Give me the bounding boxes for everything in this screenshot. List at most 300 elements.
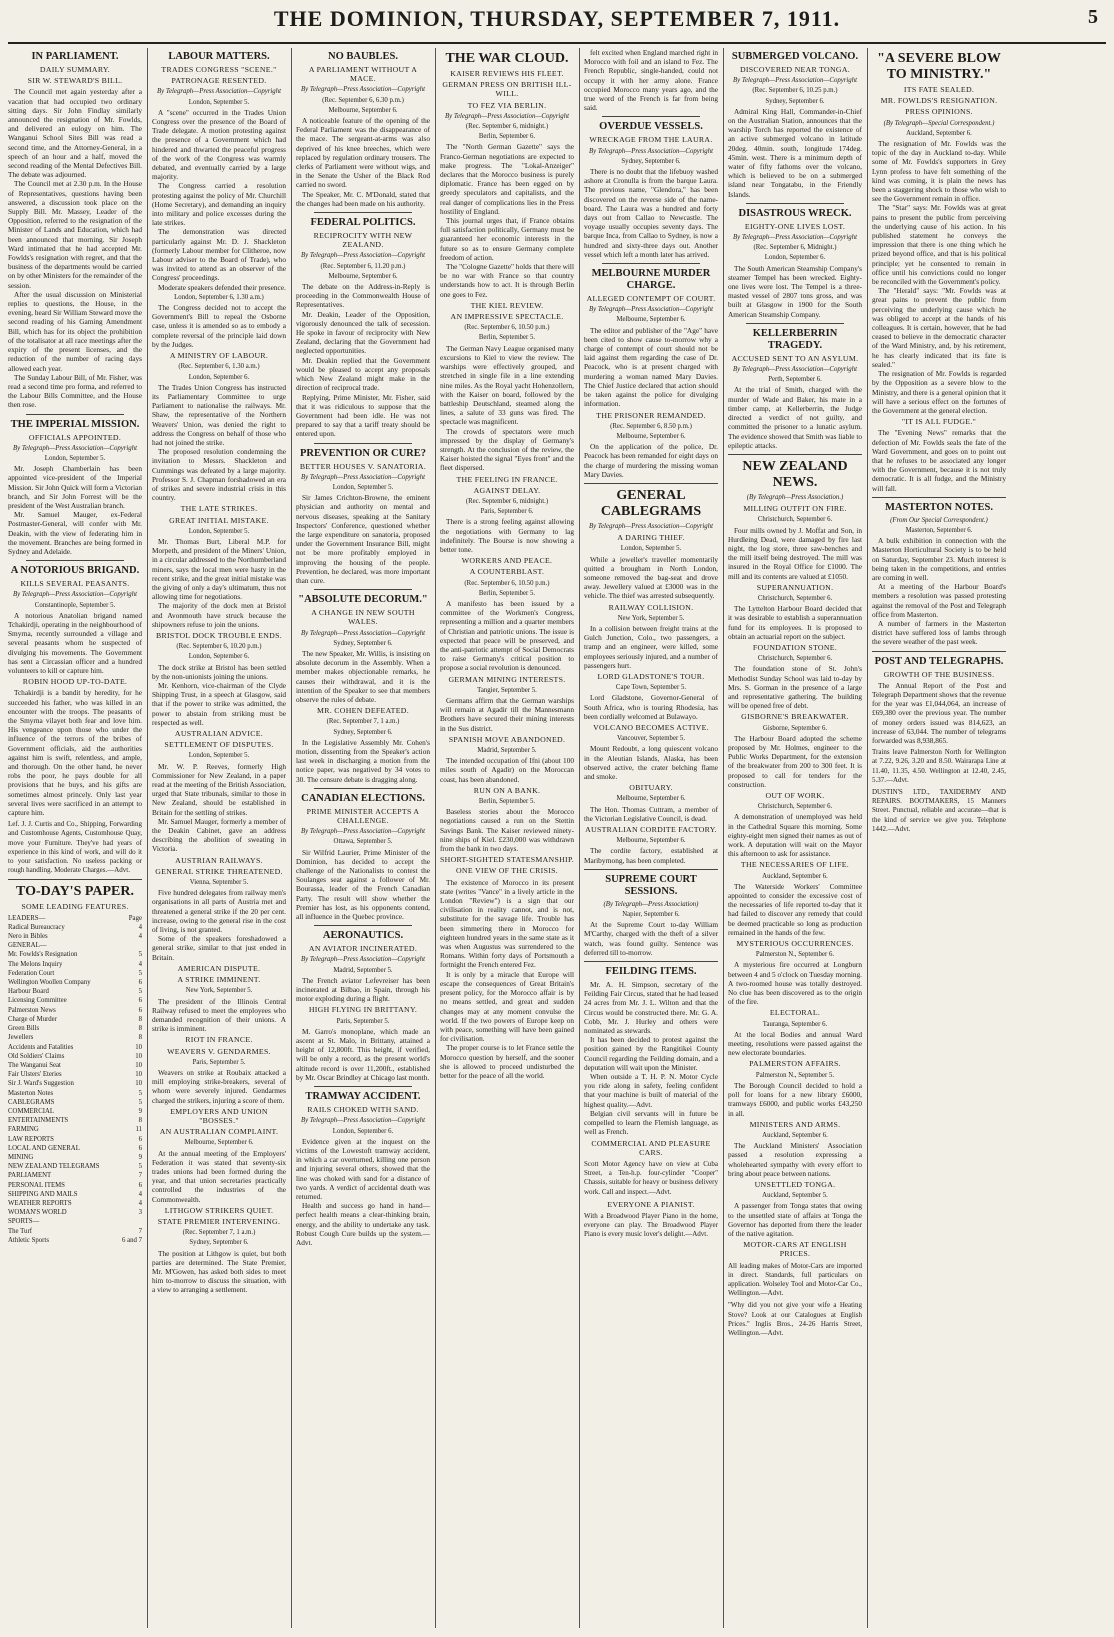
article-subheading: A PARLIAMENT WITHOUT A MACE. bbox=[308, 65, 418, 84]
contents-item bbox=[8, 1190, 142, 1199]
wire-credit: By Telegraph—Press Association—Copyright bbox=[301, 1117, 425, 1125]
contents-label: SHIPPING AND MAILS bbox=[8, 1190, 78, 1198]
article-subheading: "IT IS ALL FUDGE." bbox=[901, 417, 977, 427]
wire-credit: By Telegraph—Press Association—Copyright bbox=[733, 77, 857, 85]
article-subheading: A COUNTERBLAST. bbox=[469, 567, 545, 577]
article-paragraph: A passenger from Tonga states that owing to the unsettled state of affairs at Tonga the Governor has deported from there the leader of the native agitation. bbox=[728, 1201, 862, 1238]
dateline: (Rec. September 6, midnight.) bbox=[465, 123, 549, 131]
article-paragraph: Belgian civil servants will in future be compelled to learn the Flemish language, as well as French. bbox=[584, 1108, 718, 1137]
article-subheading: STATE PREMIER INTERVENING. bbox=[157, 1216, 281, 1226]
contents-item bbox=[8, 1024, 142, 1033]
contents-page: 6 bbox=[138, 1181, 142, 1189]
article-subheading: EIGHTY-ONE LIVES LOST. bbox=[744, 221, 846, 231]
column-2 bbox=[152, 48, 286, 1628]
article-paragraph: The existence of Morocco in its present state (writes "Vance" in a lively article in the London "Review") is a sign that our civilisation in reality cannot, and is not, substitute for the savage life. Trouble has been simmering there in Morocco for eighteen hundred years in the same state as it was when Augustus was surrendered to the Romans. Within forty days of Portsmouth a fortnight the French entered Fez. bbox=[440, 877, 574, 970]
article-paragraph: There is no doubt that the lifebuoy washed ashore at Cronulla is from the barque Laura. The previous name, "Glendora," has been discovered on the reverse side of the name-board. The Laura was a hundred and forty days out from Callao to Newcastle. The voyage usually occupies seventy days. The barque Inca, from Callao to Sydney, is now a hundred and sixty-three days out. Another vessel which left a month later has arrived. bbox=[584, 167, 718, 259]
article-subheading: BRISTOL DOCK TROUBLE ENDS. bbox=[156, 630, 282, 640]
contents-item bbox=[8, 1135, 142, 1144]
wire-credit: By Telegraph—Press Association—Copyright bbox=[301, 473, 425, 481]
contents-item bbox=[8, 987, 142, 996]
dateline: (Rec. September 6, 11.20 p.m.) bbox=[320, 262, 406, 270]
column-7 bbox=[872, 48, 1006, 1628]
article-headline: PREVENTION OR CURE? bbox=[299, 447, 426, 459]
dateline: Melbourne, September 6. bbox=[616, 837, 686, 845]
article-headline: SUBMERGED VOLCANO. bbox=[731, 51, 859, 62]
article-subheading: SIR W. STEWARD'S BILL. bbox=[27, 76, 123, 86]
article-subheading: AUSTRALIAN ADVICE. bbox=[174, 729, 264, 739]
contents-page: 9 bbox=[138, 1107, 142, 1115]
dateline: Gisborne, September 6. bbox=[762, 724, 828, 732]
column-6 bbox=[728, 48, 862, 1628]
contents-label: Wellington Woollen Company bbox=[8, 979, 91, 987]
article-headline: MASTERTON NOTES. bbox=[885, 501, 993, 513]
article-paragraph: Mr. Samuel Mauger, formerly a member of the Deakin Cabinet, gave an address describing the abolition of sweating in Victoria. bbox=[152, 816, 286, 854]
article-paragraph: In the Legislative Assembly Mr. Cohen's motion, dissenting from the Speaker's action last week in discharging a motion from the notice paper, was negatived by 34 votes to 30. The censure debate is dragging along. bbox=[296, 737, 430, 784]
article-headline: "ABSOLUTE DECORUM." bbox=[298, 594, 428, 606]
article-paragraph: The dock strike at Bristol has been settled by the non-unionists joining the unions. bbox=[152, 662, 286, 681]
article-paragraph: The proper course is to let France settle the Morocco question by herself, and the sooner she is allowed to proceed undisturbed the better for the peace of all the world. bbox=[440, 1043, 574, 1080]
article-paragraph: The "Star" says: Mr. Fowlds was at great pains to present the public from perceiving the underlying cause of his action. In his published statement he conveys the impression that there is one thing which he prized beyond office, and that is his political principle; yet he consented to remain in office until his convictions could no longer be reconciled with the Government's policy. bbox=[872, 203, 1006, 287]
dateline: (Rec. September 6, Midnight.) bbox=[753, 244, 837, 252]
contents-item bbox=[8, 923, 142, 932]
dateline: Berlin, September 5. bbox=[478, 589, 536, 597]
article-headline: "A SEVERE BLOW TO MINISTRY." bbox=[877, 51, 1001, 82]
advertisement: Trains leave Palmerston North for Wellington at 7.22, 9.26, 3.20 and 8.50. Wairarapa Line at 11.40, 11.35, 4.50. Wellington at 12.40, 2.45, 5.37.—Advt. bbox=[872, 748, 1006, 784]
contents-page: 5 bbox=[138, 1089, 142, 1097]
wire-credit: By Telegraph—Press Association—Copyright bbox=[301, 828, 425, 836]
wire-credit: By Telegraph—Press Association—Copyright bbox=[733, 366, 857, 374]
article-paragraph: It has been decided to protest against the position gained by the Rangitikei County Council regarding the Feilding domain, and a deputation will wait upon the Minister. bbox=[584, 1035, 718, 1072]
contents-page: Page bbox=[128, 914, 142, 922]
contents-label: Jewellers bbox=[8, 1034, 34, 1042]
section-divider bbox=[872, 651, 1006, 652]
article-paragraph: There is a strong feeling against allowing the negotiations with Germany to lag indefinitely. The Bourse is now showing a better tone. bbox=[440, 517, 574, 554]
contents-label: PERSONAL ITEMS bbox=[8, 1181, 65, 1189]
article-paragraph: It is only by a miracle that Europe will escape the consequences of Great Britain's present policy, for the Morocco affair is by no means settled, and great and sudden changes may at any moment convulse the world. If the two powers of Europe keep on with peace, something will have been gained for civilisation. bbox=[440, 969, 574, 1044]
contents-page: 10 bbox=[135, 1052, 142, 1060]
dateline: Perth, September 6. bbox=[768, 376, 822, 384]
article-subheading: MOTOR-CARS AT ENGLISH PRICES. bbox=[743, 1240, 847, 1259]
contents-label: LAW REPORTS bbox=[8, 1135, 54, 1143]
contents-label: Athletic Sports bbox=[8, 1236, 49, 1244]
contents-label: Federation Court bbox=[8, 969, 55, 977]
article-paragraph: Weavers on strike at Roubaix attacked a mill employing strike-breakers, several of whom were severely injured. Gendarmes charged the strikers, injuring a score of them. bbox=[152, 1067, 286, 1105]
contents-label: Nero in Bibles bbox=[8, 933, 48, 941]
article-paragraph: A noticeable feature of the opening of the Federal Parliament was the disappearance of the mace. The sergeant-at-arms was also deprived of his knee breeches, which were replaced by regulation ordinary trousers. The clerks of Parliament were without wigs, and in the Senate the Usher of the Black Rod carried no sword. bbox=[296, 116, 430, 190]
dateline: (Rec. September 6, 6.30 p.m.) bbox=[322, 96, 404, 104]
dateline: Madrid, September 5. bbox=[333, 966, 393, 974]
article-paragraph: The French aviator Lefevreiser has been incinerated at Bilbao, in Spain, through his motor exploding during a flight. bbox=[296, 975, 430, 1004]
article-headline: NEW ZEALAND NEWS. bbox=[742, 458, 848, 490]
article-paragraph: The majority of the dock men at Bristol and Avonmouth have struck because the shipowners refuse to join the unions. bbox=[152, 601, 286, 629]
article-subheading: DAILY SUMMARY. bbox=[39, 65, 111, 74]
contents-item bbox=[8, 1227, 142, 1236]
article-paragraph: M. Garro's monoplane, which made an ascent at St. Malo, in Brittany, attained a height of 12,800ft. This height, if verified, will be only a record, as the present world's altitude record is over 11,200ft., established by Mr. Oscar Brindley at Chicago last month. bbox=[296, 1026, 430, 1082]
contents-item bbox=[8, 1153, 142, 1162]
article-headline: KELLERBERRIN TRAGEDY. bbox=[752, 327, 838, 351]
dateline: Auckland, September 5. bbox=[762, 1192, 828, 1200]
contents-item bbox=[8, 950, 142, 959]
column-rule bbox=[291, 48, 292, 1628]
contents-label: WEATHER REPORTS bbox=[8, 1199, 72, 1207]
dateline: Berlin, September 5. bbox=[478, 798, 536, 806]
contents-label: The Melons Inquiry bbox=[8, 960, 63, 968]
article-paragraph: A notorious Anatolian brigand named Tchakirdji, operating in the neighbourhood of Smyrna, recently surrounded a village and several peasants whom he suspected of divulging his movements. The Government has sent a Circassian officer and a hundred volunteers to kill or capture him. bbox=[8, 610, 142, 675]
dateline: London, September 5. bbox=[188, 527, 250, 535]
contents-page: 7 bbox=[138, 1227, 142, 1235]
contents-item bbox=[8, 1098, 142, 1107]
contents-item bbox=[8, 996, 142, 1005]
article-subheading: PRESS OPINIONS. bbox=[905, 107, 973, 117]
article-paragraph: The Council met at 2.30 p.m. In the House of Representatives, questions having been answered, a discussion took place on the Supply Bill. Mr. Massey, Leader of the Opposition, referred to the resignation of the Minister of Lands and Education, which had been announced that morning. Sir Joseph Ward intimated that he had accepted Mr. Fowlds's resignation with regret, and that the business of the departments would be carried on by other Ministers for the remainder of the session. bbox=[8, 179, 142, 290]
article-headline: IN PARLIAMENT. bbox=[31, 51, 119, 62]
dateline: (Rec. September 7, 1 a.m.) bbox=[182, 1229, 256, 1237]
article-paragraph: The debate on the Address-in-Reply is proceeding in the Commonwealth House of Representatives. bbox=[296, 282, 430, 310]
article-subheading: ONE VIEW OF THE CRISIS. bbox=[456, 866, 558, 876]
contents-item bbox=[8, 1061, 142, 1070]
article-subheading: AN IMPRESSIVE SPECTACLE. bbox=[450, 312, 564, 322]
contents-item bbox=[8, 1144, 142, 1153]
article-headline: OVERDUE VESSELS. bbox=[599, 121, 703, 133]
dateline: New York, September 5. bbox=[617, 614, 685, 622]
article-paragraph: Tchakirdji is a bandit by heredity, for he succeeded his father, who was killed in an encounter with the troops. The peasants of the Smyrna vilayet both fear and love him. His vengeance upon those who under the influence of the terrors of the bribes of Government officials, aid the authorities against him is swift, relentless, and ample, and thorough. On the other hand, he never robs the poor, he pays double for all provisions that he buys, and his gifts are sometimes almost princely. Only last year several lives were sacrificed in an attempt to capture him. bbox=[8, 688, 142, 818]
contents-page: 10 bbox=[135, 1061, 142, 1069]
column-rule bbox=[147, 48, 148, 1628]
article-subheading: EVERYONE A PIANIST. bbox=[607, 1199, 695, 1209]
contents-page: 8 bbox=[138, 1015, 142, 1023]
wire-credit: By Telegraph—Press Association—Copyright bbox=[301, 629, 425, 637]
dateline: London, September 6. bbox=[188, 373, 250, 381]
column-rule bbox=[723, 48, 724, 1628]
article-subheading: THE FEELING IN FRANCE. bbox=[456, 474, 558, 484]
section-divider bbox=[584, 961, 718, 962]
article-paragraph: A demonstration of unemployed was held in the Cathedral Square this morning. Some eighty-eight men signed their names as out of work. A deputation will wait on the Mayor this afternoon to ask for assistance. bbox=[728, 812, 862, 859]
newspaper-page bbox=[8, 48, 1106, 1628]
contents-label: GENERAL— bbox=[8, 942, 47, 950]
article-paragraph: After the usual discussion on Ministerial replies to questions, the House, in the evening, heard Sir William Steward move the second reading of his Gaming Amendment Bill, which has for its object the prohibition of the totalisator at all race meetings after the expiry of the present licenses, and the reduction of the number of racing days allowed each year. bbox=[8, 289, 142, 373]
article-subheading: GENERAL STRIKE THREATENED. bbox=[155, 866, 283, 876]
article-headline: POST AND TELEGRAPHS. bbox=[874, 655, 1004, 667]
dateline: Melbourne, September 6. bbox=[616, 795, 686, 803]
contents-item bbox=[8, 1181, 142, 1190]
article-subheading: OBITUARY. bbox=[629, 783, 673, 793]
article-subheading: MR. FOWLDS'S RESIGNATION. bbox=[880, 96, 998, 106]
article-subheading: GISBORNE'S BREAKWATER. bbox=[741, 712, 849, 722]
contents-item bbox=[8, 1006, 142, 1015]
article-headline: DISASTROUS WRECK. bbox=[738, 207, 852, 219]
article-paragraph: The German Navy League organised many excursions to Kiel to view the review. The warships were effectively grouped, and stretched in single file in a line extending nine miles. As the Royal yacht Hohenzollern, with the Kaiser on board, followed by the battleship Deutschland, steamed along the lines, a salute of 33 guns was fired. The spectacle was magnificent. bbox=[440, 343, 574, 427]
article-paragraph: At the trial of Smith, charged with the murder of Wade and Baker, his mate in a timber camp, at Kellerberrin, the Judge directed a verdict of not guilty, and committed the prisoner to a lunatic asylum. The evidence showed that Smith was liable to epileptic attacks. bbox=[728, 385, 862, 450]
article-paragraph: The "North German Gazette" says the Franco-German negotiations are expected to make progress. The "Lokal-Anzeiger" declares that the Morocco business is purely diplomatic. France has been egged on by greedy speculators and capitalists, and the real danger of complications lies in the Press hostility of England. bbox=[440, 142, 574, 216]
article-headline: FEDERAL POLITICS. bbox=[310, 217, 416, 229]
contents-label: COMMERCIAL bbox=[8, 1107, 55, 1115]
article-paragraph: The foundation stone of St. John's Methodist Sunday School was laid to-day by Mrs. S. Gorman in the presence of a large and representative gathering. The building will be opened free of debt. bbox=[728, 664, 862, 711]
dateline: Melbourne, September 6. bbox=[616, 432, 686, 440]
contents-page: 8 bbox=[138, 1117, 142, 1125]
article-paragraph: Mr. Joseph Chamberlain has been appointed vice-president of the Imperial Mission. Sir John Quick will form a Victorian branch, and Sir John Forrest will be the president of the West Australian branch. bbox=[8, 464, 142, 510]
article-headline: SUPREME COURT SESSIONS. bbox=[605, 873, 697, 897]
dateline: Auckland, September 6. bbox=[906, 129, 972, 137]
column-rule bbox=[579, 48, 580, 1628]
article-paragraph: Admiral King Hall, Commander-in-Chief on the Australian Station, announces that the warship Torch has reported the existence of an active submerged volcano in latitude 20deg. 40min. south, longitude 174deg. 45min. west. There is a minimum depth of water of fifty fathoms over the volcano, which is believed to be on a submerged island near Tongatabu, in the Friendly Islands. bbox=[728, 106, 862, 199]
contents-item bbox=[8, 914, 142, 923]
dateline: Masterton, September 6. bbox=[905, 526, 973, 534]
wire-credit: By Telegraph—Press Association—Copyright bbox=[445, 112, 569, 120]
contents-page: 9 bbox=[138, 1153, 142, 1161]
article-subheading: RAILS CHOKED WITH SAND. bbox=[307, 1105, 419, 1115]
article-paragraph: The Lyttelton Harbour Board decided that it was desirable to establish a superannuation fund for its employees. It is proposed to obtain an actuarial report on the subject. bbox=[728, 604, 862, 641]
article-paragraph: When outside a T. H. P. N. Motor Cycle you ride along in safety, feeling confident that your machine is built of material of the highest quality.—Advt. bbox=[584, 1072, 718, 1109]
article-subheading: MINISTERS AND ARMS. bbox=[749, 1119, 841, 1129]
contents-label: Fair Ulsters' Eteries bbox=[8, 1071, 62, 1079]
article-paragraph: A number of farmers in the Masterton district have suffered loss of lambs through the severe weather of the past week. bbox=[872, 618, 1006, 647]
contents-label: Masterton Notes bbox=[8, 1089, 54, 1097]
article-subheading: RAILWAY COLLISION. bbox=[608, 602, 694, 612]
article-subheading: OFFICIALS APPOINTED. bbox=[28, 432, 122, 442]
contents-item bbox=[8, 1015, 142, 1024]
dateline: Christchurch, September 6. bbox=[757, 516, 833, 524]
article-subheading: COMMERCIAL AND PLEASURE CARS. bbox=[591, 1138, 711, 1157]
article-paragraph: Mr. W. P. Reeves, formerly High Commissioner for New Zealand, in a paper read at the meeting of the British Association, urged that State tribunals, similar to those in New Zealand, should be established in Britain for the settling of strikes. bbox=[152, 761, 286, 817]
contents-item bbox=[8, 1171, 142, 1180]
wire-credit: By Telegraph—Press Association—Copyright bbox=[301, 86, 425, 94]
dateline: London, September 6, 1.30 a.m.) bbox=[174, 293, 264, 301]
dateline: London, September 5. bbox=[620, 545, 682, 553]
contents-label: Old Soldiers' Claims bbox=[8, 1052, 65, 1060]
article-subheading: AMERICAN DISPUTE. bbox=[177, 963, 261, 973]
dateline: Madrid, September 5. bbox=[477, 747, 537, 755]
contents-page: 10 bbox=[135, 1043, 142, 1051]
article-paragraph: Lord Gladstone, Governor-General of South Africa, who is touring Rhodesia, has been cordially welcomed at Bulawayo. bbox=[584, 693, 718, 721]
article-subheading: PATRONAGE RESENTED. bbox=[171, 76, 267, 86]
article-subheading: ROBIN HOOD UP-TO-DATE. bbox=[22, 677, 128, 687]
contents-page: 4 bbox=[138, 933, 142, 941]
article-subheading: KAISER REVIEWS HIS FLEET. bbox=[450, 69, 564, 78]
article-paragraph: The intended occupation of Ifni (about 100 miles south of Agadir) on the Moroccan coast, has been abandoned. bbox=[440, 756, 574, 784]
advertisement: Lef. J. J. Curtis and Co., Shipping, Forwarding and Customhouse Agents, Customhouse Quay, move your Furniture. They've had years of experience in this kind of work, and will do it to your satisfaction. No useless packing or rough handling. Moderate Charges.—Advt. bbox=[8, 820, 142, 875]
dateline: London, September 6. bbox=[188, 653, 250, 661]
article-paragraph: The Speaker, Mr. C. M'Donald, stated that the changes had been made on his authority. bbox=[296, 189, 430, 208]
wire-credit: (By Telegraph—Press Association.) bbox=[746, 493, 844, 501]
article-headline: TRAMWAY ACCIDENT. bbox=[305, 1091, 421, 1103]
article-subheading: EMPLOYERS AND UNION "BOSSES." bbox=[170, 1106, 268, 1125]
dateline: Berlin, September 6. bbox=[478, 133, 536, 141]
article-paragraph: Replying, Prime Minister, Mr. Fisher, said that it was ridiculous to suppose that the Government had been idle. He was not prepared to say that a tariff treaty should be entered upon. bbox=[296, 392, 430, 439]
article-paragraph: Germans affirm that the German warships will remain at Agadir till the Mannesmann Brothers have secured their mining interests in the Sus district. bbox=[440, 696, 574, 733]
advertisement: With a Broadwood Player Piano in the home, everyone can play. The Broadwood Player Piano is every music lover's delight.—Advt. bbox=[584, 1211, 718, 1239]
article-paragraph: The Hon. Thomas Cuttram, a member of the Victorian Legislative Council, is dead. bbox=[584, 804, 718, 823]
article-subheading: GREAT INITIAL MISTAKE. bbox=[169, 515, 269, 525]
contents-label: Palmerston News bbox=[8, 1006, 56, 1014]
article-subheading: GROWTH OF THE BUSINESS. bbox=[883, 669, 995, 679]
section-divider bbox=[314, 788, 412, 789]
advertisement: DUSTIN'S LTD., TAXIDERMY AND REPAIRS. BOOTMAKERS, 15 Manners Street. Punctual, reliable and accurate—that is the kind of service we give you. Telephone 1442.—Advt. bbox=[872, 788, 1006, 833]
contents-page: 6 bbox=[138, 1006, 142, 1014]
article-paragraph: At the Supreme Court to-day William M'Carthy, charged with the theft of a silver watch, was found guilty. Sentence was deferred till to-morrow. bbox=[584, 920, 718, 957]
article-subheading: WORKERS AND PEACE. bbox=[461, 556, 553, 566]
wire-credit: By Telegraph—Press Association—Copyright bbox=[733, 234, 857, 242]
section-divider bbox=[746, 323, 844, 324]
article-subheading: KILLS SEVERAL PEASANTS. bbox=[20, 579, 130, 589]
wire-credit: (By Telegraph—Special Correspondent.) bbox=[883, 119, 995, 127]
contents-label: Licensing Committee bbox=[8, 997, 67, 1005]
dateline: Sydney, September 6. bbox=[333, 728, 393, 736]
article-paragraph: A bulk exhibition in connection with the Masterton Horticultural Society is to be held on Saturday, September 23. Much interest is being taken in the competitions, and entries are coming in well. bbox=[872, 536, 1006, 582]
contents-page: 6 bbox=[138, 997, 142, 1005]
contents-label: FARMING bbox=[8, 1126, 39, 1134]
wire-credit: (By Telegraph—Press Association) bbox=[603, 900, 699, 908]
dateline: Sydney, September 6. bbox=[621, 157, 681, 165]
column-rule bbox=[435, 48, 436, 1628]
contents-page: 5 bbox=[138, 969, 142, 977]
article-subheading: MR. COHEN DEFEATED. bbox=[317, 706, 409, 716]
contents-item bbox=[8, 1116, 142, 1125]
article-paragraph: The Borough Council decided to hold a poll for loans for a new library £6000, tramways £6000, and public works £43,250 in all. bbox=[728, 1080, 862, 1118]
dateline: (Rec. September 6, 8.50 p.m.) bbox=[610, 422, 692, 430]
section-divider bbox=[314, 925, 412, 926]
contents-item bbox=[8, 1162, 142, 1171]
dateline: Christchurch, September 6. bbox=[757, 655, 833, 663]
article-paragraph: Four mills owned by J. Moffat and Son, in Hurdleing Dead, were damaged by fire last night, the log store, three saw-benches and the mill itself being destroyed. The mill was insured in the Royal Office for £1000. The mill and its contents are valued at £1050. bbox=[728, 525, 862, 581]
article-paragraph: The position at Lithgow is quiet, but both parties are determined. The State Premier, Mr. M'Gowen, has asked both sides to meet him to-morrow to discuss the situation, with a view to arranging a settlement. bbox=[152, 1248, 286, 1295]
article-paragraph: The resignation of Mr. Fowlds is regarded by the Opposition as a severe blow to the Ministry, and there is a general opinion that it will have a serious effect on the fortunes of the Government at the general election. bbox=[872, 369, 1006, 415]
section-divider bbox=[26, 560, 124, 561]
contents-label: CABLEGRAMS bbox=[8, 1098, 55, 1106]
article-paragraph: The "Cologne Gazette" holds that there will be no war with France so that country understands how to act. It is through Berlin one goes to Fez. bbox=[440, 262, 574, 299]
dateline: Cape Town, September 5. bbox=[615, 684, 687, 692]
dateline: London, September 5. bbox=[188, 98, 250, 106]
article-paragraph: felt excited when England marched right in Morocco with foil and an island to Fez. The French Republic, single-handed, could not occupy it with her army alone. France occupied Morocco many years ago, and the true word of the French is far from being said. bbox=[584, 48, 718, 113]
column-4 bbox=[440, 48, 574, 1628]
article-paragraph: The resignation of Mr. Fowlds was the topic of the day in Auckland to-day. While some of Mr. Fowlds's supporters in Grey Lynn profess to have felt something of the kind was coming, it is plain the news has been a staggering shock to those who wish to see the Government remain in office. bbox=[872, 139, 1006, 204]
article-paragraph: Health and success go hand in hand—perfect health means a clear-thinking brain, energy, and the ability to undertake any task. Robust Cough Cure builds up the system.—Advt. bbox=[296, 1201, 430, 1247]
dateline: Napier, September 6. bbox=[622, 911, 680, 919]
article-paragraph: The president of the Illinois Central Railway refused to meet the employees who demanded recognition of their unions. A strike is imminent. bbox=[152, 996, 286, 1034]
article-subheading: SOME LEADING FEATURES. bbox=[21, 902, 129, 912]
article-paragraph: The cordite factory, established at Maribyrnong, has been completed. bbox=[584, 846, 718, 865]
article-subheading: THE KIEL REVIEW. bbox=[470, 300, 544, 310]
article-paragraph: This journal urges that, if France obtains full satisfaction politically, Germany must be guaranteed her economic interests in the future so as to ensure Germany complete freedom of action. bbox=[440, 216, 574, 262]
dateline: Sydney, September 6. bbox=[189, 1239, 249, 1247]
contents-label: Sir J. Ward's Suggestion bbox=[8, 1080, 74, 1088]
article-subheading: A STRIKE IMMINENT. bbox=[177, 975, 261, 985]
dateline: Vancouver, September 5. bbox=[616, 735, 686, 743]
dateline: Tangier, September 5. bbox=[477, 686, 537, 694]
contents-label: PARLIAMENT bbox=[8, 1172, 52, 1180]
article-headline: THE WAR CLOUD. bbox=[445, 51, 569, 66]
dateline: Palmerston N., September 5. bbox=[755, 1071, 835, 1079]
contents-page: 11 bbox=[135, 1126, 142, 1134]
contents-label: Accidents and Fatalities bbox=[8, 1043, 74, 1051]
article-subheading: RUN ON A BANK. bbox=[473, 785, 541, 795]
advertisement: Scott Motor Agency have on view at Cuba Street, a Ten-h.p. four-cylinder "Cooper" Chassis, suitable for heavy or business delivery work. Call and inspect.—Advt. bbox=[584, 1159, 718, 1196]
article-subheading: VOLCANO BECOMES ACTIVE. bbox=[593, 722, 709, 732]
dateline: Melbourne, September 6. bbox=[184, 1139, 254, 1147]
article-paragraph: The Harbour Board adopted the scheme proposed by Mr. Holmes, engineer to the Public Works Department, for the extension of the breakwater from 200 to 300 feet. It is proposed to call for tenders for the construction. bbox=[728, 733, 862, 789]
contents-label: Radical Bureaucracy bbox=[8, 923, 65, 931]
article-paragraph: Five hundred delegates from railway men's organisations in all parts of Austria met and threatened a general strike if the 20 per cent. increase, owing to the general rise in the cost of living, is not granted. bbox=[152, 888, 286, 935]
wire-credit: By Telegraph—Press Association—Copyright bbox=[157, 88, 281, 96]
article-paragraph: The Council met again yesterday after a vacation that had occupied two ordinary sitting days. Sir John Findlay similarly announced the resignation of Mr. Fowlds, and delivered an eulogy on him. The Wanganui School Sites Bill was read a second time, and the Attorney-General, in a speech of an hour and a half, moved the second reading of the Mental Defectives Bill. The debate was adjourned. bbox=[8, 87, 142, 180]
dateline: Melbourne, September 6. bbox=[616, 316, 686, 324]
article-paragraph: On the application of the police, Dr. Peacock has been remanded for eight days on the charge of murdering the missing woman Mary Davies. bbox=[584, 442, 718, 479]
contents-page: 5 bbox=[138, 951, 142, 959]
dateline: Paris, September 6. bbox=[480, 508, 534, 516]
article-paragraph: Evidence given at the inquest on the victims of the Lowestoft tramway accident, in which a car overturned, killing one person and injuring several others, showed that the line was choked with sand for a distance of two yards. A verdict of accidental death was returned. bbox=[296, 1136, 430, 1201]
dateline: London, September 5. bbox=[44, 454, 106, 462]
article-headline: LABOUR MATTERS. bbox=[168, 51, 270, 62]
dateline: New York, September 5. bbox=[185, 987, 253, 995]
contents-item bbox=[8, 1079, 142, 1088]
dateline: Palmerston N., September 6. bbox=[755, 951, 835, 959]
contents-label: WOMAN'S WORLD bbox=[8, 1209, 67, 1217]
section-divider bbox=[26, 414, 124, 415]
section-divider bbox=[602, 116, 700, 117]
article-headline: TO-DAY'S PAPER. bbox=[16, 884, 134, 900]
article-paragraph: The Auckland Ministers' Association passed a resolution expressing a wholehearted sympathy with every effort to bring about peace between nations. bbox=[728, 1141, 862, 1178]
article-paragraph: The Sunday Labour Bill, of Mr. Fisher, was read a second time pro forma, and referred to the Labour Bills Committee, and the House then rose. bbox=[8, 372, 142, 410]
contents-label: LEADERS— bbox=[8, 914, 46, 922]
article-subheading: LORD GLADSTONE'S TOUR. bbox=[597, 671, 705, 681]
article-paragraph: The Trades Union Congress has instructed its Parliamentary Committee to urge Parliament to nationalise the railways. Mr. Shaw, the representative of the Northern Weavers' Union, was denied the right to address the Congress on behalf of those who had not joined the strike. bbox=[152, 382, 286, 447]
advertisement: All leading makes of Motor-Cars are imported in direct. Standards, full particulars on application. Wolseley Tool and Motor-Car Co., Wellington.—Advt. bbox=[728, 1261, 862, 1298]
column-1 bbox=[8, 48, 142, 1628]
article-headline: GENERAL CABLEGRAMS bbox=[600, 487, 702, 519]
contents-label: MINING bbox=[8, 1153, 34, 1161]
dateline: Christchurch, September 6. bbox=[757, 803, 833, 811]
article-subheading: MILLING OUTFIT ON FIRE. bbox=[743, 504, 847, 514]
contents-page: 4 bbox=[138, 1199, 142, 1207]
dateline: London, September 5. bbox=[188, 752, 250, 760]
article-subheading: ELECTORAL. bbox=[769, 1008, 821, 1018]
contents-item bbox=[8, 969, 142, 978]
article-subheading: AUSTRIAN RAILWAYS. bbox=[175, 855, 263, 865]
contents-page: 8 bbox=[138, 1034, 142, 1042]
article-paragraph: Moderate speakers defended their presence. bbox=[158, 282, 286, 292]
contents-list bbox=[8, 914, 142, 1245]
article-paragraph: A "scene" occurred in the Trades Union Congress over the presence of the Board of Trade delegate. A motion protesting against the presence of a Government which had hindered and thwarted the peaceful progress of the work of the Congress was warmly debated, and eventually carried by a large majority. bbox=[152, 107, 286, 182]
article-subheading: ACCUSED SENT TO AN ASYLUM. bbox=[731, 353, 859, 363]
article-paragraph: The crowds of spectators were much impressed by the display of Germany's strength. At the conclusion of the review, the Kaiser hoisted the signal "Eyes front" and the fleet dispersed. bbox=[440, 426, 574, 473]
article-paragraph: Sir Wilfrid Laurier, Prime Minister of the Dominion, has decided to accept the challenge of the Nationalists to contest the Soulanges seat against a follower of Mr. Bourassa, leader of the French Canadian Party. The result will show whether the Premier has lost, as his opponents contend, all influence in the Quebec province. bbox=[296, 847, 430, 922]
article-subheading: A MINISTRY OF LABOUR. bbox=[169, 351, 269, 361]
article-subheading: PRIME MINISTER ACCEPTS A CHALLENGE. bbox=[306, 806, 420, 826]
article-subheading: SPANISH MOVE ABANDONED. bbox=[448, 734, 566, 744]
column-3 bbox=[296, 48, 430, 1628]
section-divider bbox=[872, 497, 1006, 498]
article-paragraph: A mysterious fire occurred at Longburn between 4 and 5 o'clock on Tuesday morning. A two-roomed house was totally destroyed. No clue has been discovered as to the origin of the fire. bbox=[728, 960, 862, 1007]
article-subheading: MYSTERIOUS OCCURRENCES. bbox=[736, 939, 854, 949]
dateline: Christchurch, September 6. bbox=[757, 594, 833, 602]
dateline: Paris, September 5. bbox=[192, 1058, 246, 1066]
article-paragraph: The new Speaker, Mr. Willis, is insisting on absolute decorum in the Assembly. When a member makes objectionable remarks, he causes their withdrawal, and it is the intention of the Speaker to see that members observe the rules of debate. bbox=[296, 648, 430, 704]
article-subheading: HIGH FLYING IN BRITTANY. bbox=[308, 1005, 418, 1015]
contents-label: Mr. Fowlds's Resignation bbox=[8, 951, 78, 959]
contents-label: The Wanganui Seat bbox=[8, 1061, 61, 1069]
wire-credit: By Telegraph—Press Association—Copyright bbox=[13, 591, 137, 599]
contents-item bbox=[8, 1107, 142, 1116]
article-subheading: THE PRISONER REMANDED. bbox=[596, 410, 706, 420]
article-paragraph: The Waterside Workers' Committee appointed to consider the excessive cost of the necessaries of life reported to-day that it had failed to discover any remedy that could be deemed practicable so long as production remained in the hands of the few. bbox=[728, 881, 862, 937]
section-divider bbox=[602, 263, 700, 264]
contents-item bbox=[8, 1208, 142, 1217]
contents-item bbox=[8, 941, 142, 950]
contents-page: 4 bbox=[138, 923, 142, 931]
contents-label: SPORTS— bbox=[8, 1218, 40, 1226]
page-number: 5 bbox=[1088, 6, 1098, 28]
contents-item bbox=[8, 1052, 142, 1061]
article-paragraph: At the annual meeting of the Employers' Federation it was stated that seventy-six trades unions had been formed during the year, and that union secretaries practically controlled the industries of the Commonwealth. bbox=[152, 1148, 286, 1204]
